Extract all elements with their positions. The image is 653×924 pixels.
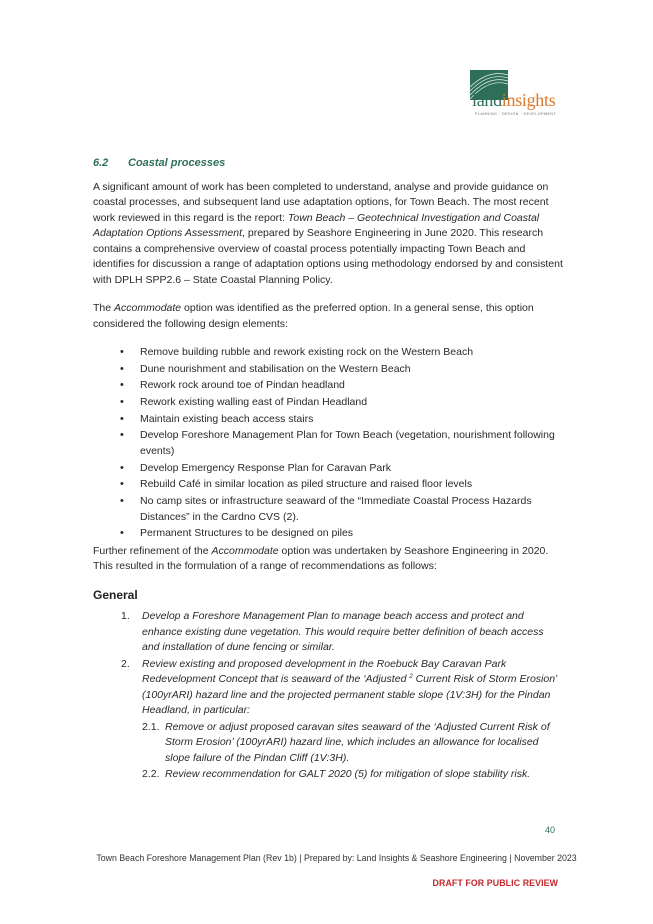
sub-recommendation-item: 2.1. Remove or adjust proposed caravan sites seaward of the ‘Adjusted Current Risk of Storm Erosion’ (100yrARI) hazard line, which includes an allowance for localised slope failure of the Pindan Cliff (1V:3H). [142,720,550,764]
accommodate-paragraph: The Accommodate option was identified as the preferred option. In a general sense, this option considered the following design elements: [93,302,534,330]
intro-paragraph: A significant amount of work has been completed to understand, analyse and provide guidance on coastal processes, and subsequent land use adaptation options, for Town Beach. The most recent work reviewed in this regard is the report: Town Beach – Geotechnical Investigation and Coastal Adaptation Options Assessment, prepared by Seashore Engineering in June 2020. This research contains a comprehensive overview of coastal process potentially impacting Town Beach and identifies for discussion a range of adaptation options using methodology endorsed by and consistent with DPLH SPP2.6 – State Coastal Planning Policy. [93,180,563,286]
item-number: 2.2. [142,768,160,781]
draft-label: DRAFT FOR PUBLIC REVIEW [432,878,558,888]
section-heading [93,156,563,172]
list-item: • Rebuild Café in similar location as piled structure and raised floor levels [93,477,563,493]
list-item: • Rework existing walling east of Pindan Headland [93,395,563,411]
page-footer [0,853,653,863]
sub-recommendations-list [142,720,563,783]
section-number: 6.2 [93,157,109,169]
list-item: • No camp sites or infrastructure seaward of the “Immediate Coastal Process Hazards Distances” in the Cardno CVS (2). [93,494,563,525]
item-number: 2.1. [142,720,160,733]
item-number: 2. [121,657,130,670]
page-number: 40 [545,825,556,835]
item-number: 1. [121,610,130,623]
list-item: • Maintain existing beach access stairs [93,412,563,428]
section-title: Coastal processes [128,157,226,169]
list-item: • Dune nourishment and stabilisation on the Western Beach [93,362,563,378]
list-item: • Permanent Structures to be designed on piles [93,526,563,542]
logo-wordmark: landinsights [472,90,556,110]
list-item: • Develop Emergency Response Plan for Caravan Park [93,461,563,477]
design-elements-list [93,345,563,542]
list-item: • Rework rock around toe of Pindan headland [93,378,563,394]
refinement-paragraph: Further refinement of the Accommodate option was undertaken by Seashore Engineering in 2020. This resulted in the formulation of a range of recommendations as follows: [93,544,549,573]
report-title: Town Beach – Geotechnical Investigation and Coastal Adaptation Options Assessment [93,211,540,239]
list-item: • Develop Foreshore Management Plan for Town Beach (vegetation, nourishment following events) [93,428,563,459]
recommendations-list [93,609,563,783]
logo-tagline: PLANNING · DESIGN · DEVELOPMENT [475,112,557,116]
land-insights-logo [468,70,564,122]
general-heading: General [93,587,138,602]
footer-text: Town Beach Foreshore Management Plan (Rev 1b) | Prepared by: Land Insights & Seashore Engineering | November 2023 [96,853,577,863]
list-item: • Remove building rubble and rework existing rock on the Western Beach [93,345,563,361]
page-content [93,156,563,784]
recommendation-item: 2. Review existing and proposed development in the Roebuck Bay Caravan Park Redevelopment Concept that is seaward of the ‘Adjusted $^2$ Current Risk of Storm Erosion’ (100yrARI) hazard line and the projected permanent stable slope (1V:3H) for the Pindan Headland, in particular: 2.1. Remove or adjust proposed caravan sites seaward of the ‘Adjusted Current Risk of Storm Erosion’ (100yrARI) hazard line, which includes an allowance for localised slope failure of the Pindan Cliff (1V:3H). 2.2. Review recommendation for GALT 2020 (5) for mitigation of slope stability risk. [93,657,563,783]
recommendation-item: 1. Develop a Foreshore Management Plan to manage beach access and protect and enhance existing dune vegetation. This would require better definition of beach access and installation of dune fencing or similar. [121,610,544,654]
sub-recommendation-item: 2.2. Review recommendation for GALT 2020 (5) for mitigation of slope stability risk. [142,767,563,783]
footnote-ref: 2 [409,674,413,681]
